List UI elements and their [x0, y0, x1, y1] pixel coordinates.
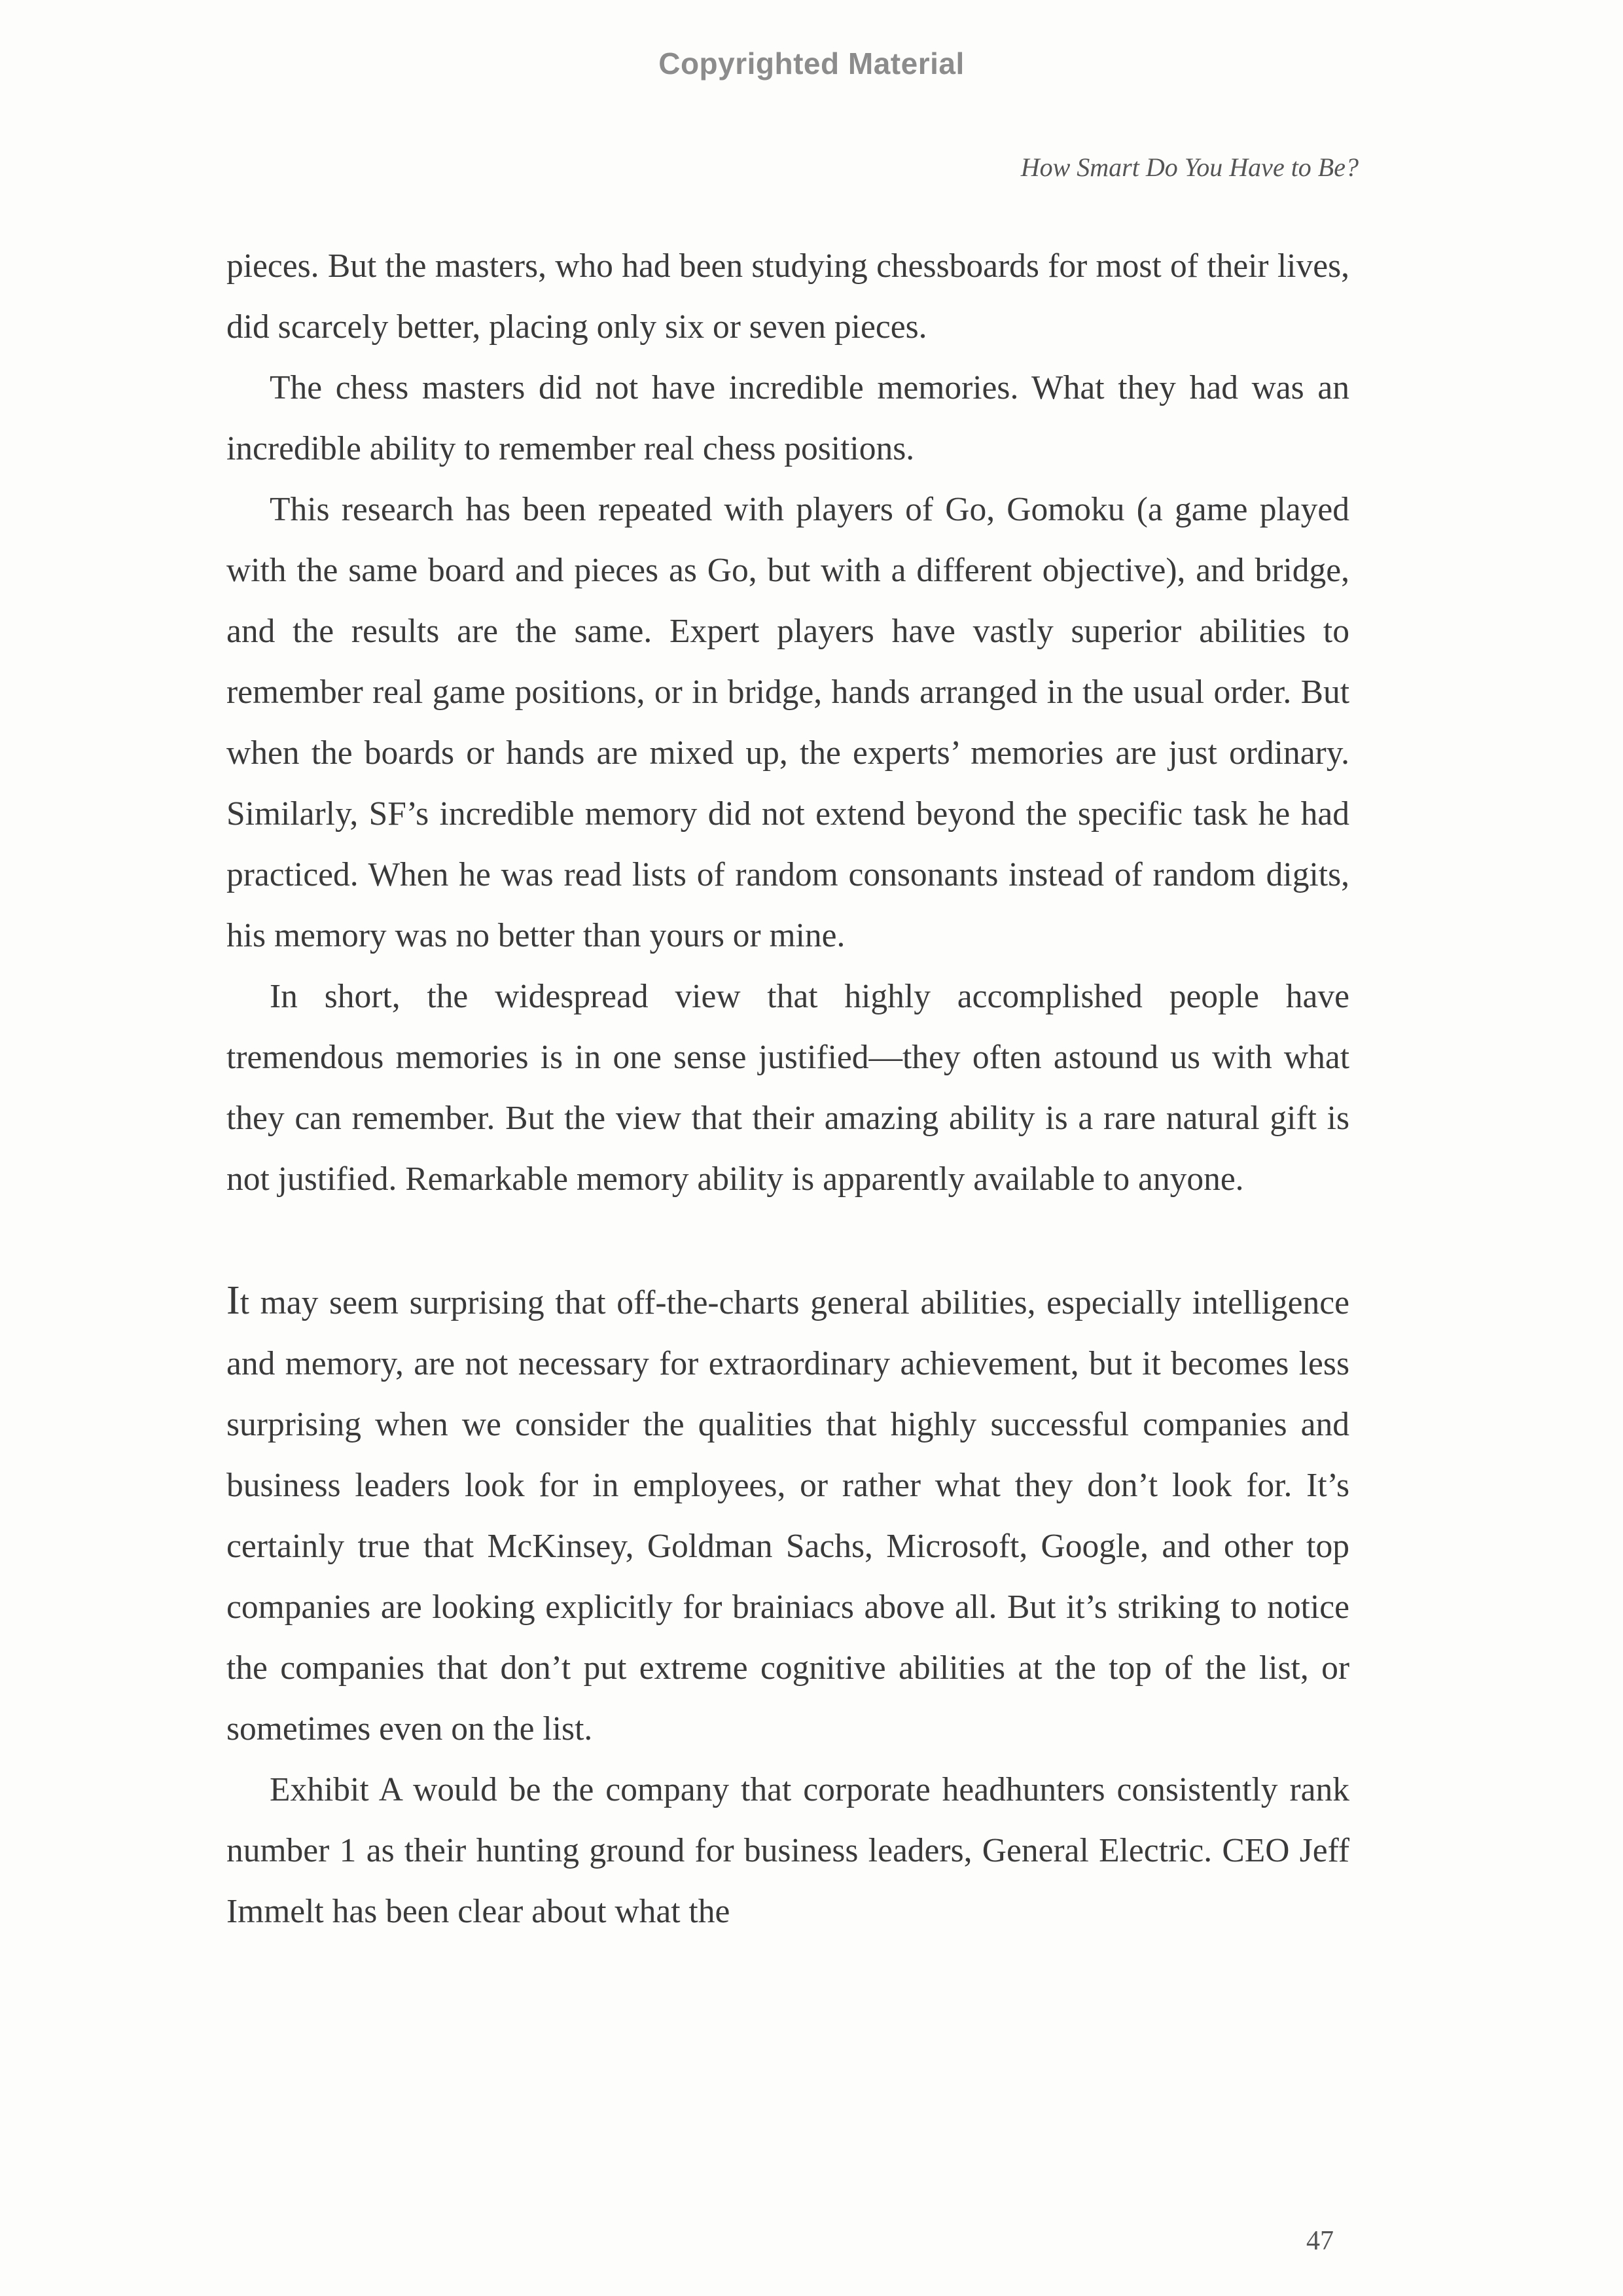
paragraph: This research has been repeated with players of Go, Gomoku (a game played with the same board and pieces as Go, but with a different objective), and bridge, and the results are the same. Expert players have vastly superior abilities to remember real game positions, or in bridge, hands arranged in the usual order. But when the boards or hands are mixed up, the experts’ memories are just ordinary. Similarly, SF’s incredible memory did not extend beyond the specific task he had practiced. When he was read lists of random consonants instead of random digits, his memory was no better than yours or mine.	[226, 491, 1349, 954]
paragraph: Exhibit A would be the company that corporate headhunters consistently rank number 1 as their hunting ground for business leaders, General Electric. CEO Jeff Immelt has been clear about what the	[226, 1771, 1349, 1930]
paragraph: pieces. But the masters, who had been studying chessboards for most of their lives, did scarcely better, placing only six or seven pieces.	[226, 247, 1349, 346]
section-start-paragraph	[226, 1270, 1349, 1759]
running-head: How Smart Do You Have to Be?	[1020, 152, 1359, 182]
paragraph-text: t may seem surprising that off-the-charts general abilities, especially intelligence and memory, are not necessary for extraordinary achievement, but it becomes less surprising when we consider the qualities that highly successful companies and business leaders look for in employees, or rather what they don’t look for. It’s certainly true that McKinsey, Goldman Sachs, Microsoft, Google, and other top companies are looking explicitly for brainiacs above all. But it’s striking to notice the companies that don’t put extreme cognitive abilities at the top of the list, or sometimes even on the list.	[226, 1284, 1349, 1748]
section-initial: I	[226, 1278, 240, 1323]
body-text	[226, 236, 1349, 1942]
copyright-watermark: Copyrighted Material	[658, 46, 965, 81]
paragraph: In short, the widespread view that highly accomplished people have tremendous memories is in one sense justified—they often astound us with what they can remember. But the view that their amazing ability is a rare natural gift is not justified. Remarkable memory ability is apparently available to anyone.	[226, 978, 1349, 1198]
page-number: 47	[1306, 2226, 1334, 2256]
paragraph: The chess masters did not have incredible memories. What they had was an incredible ability to remember real chess positions.	[226, 369, 1349, 467]
